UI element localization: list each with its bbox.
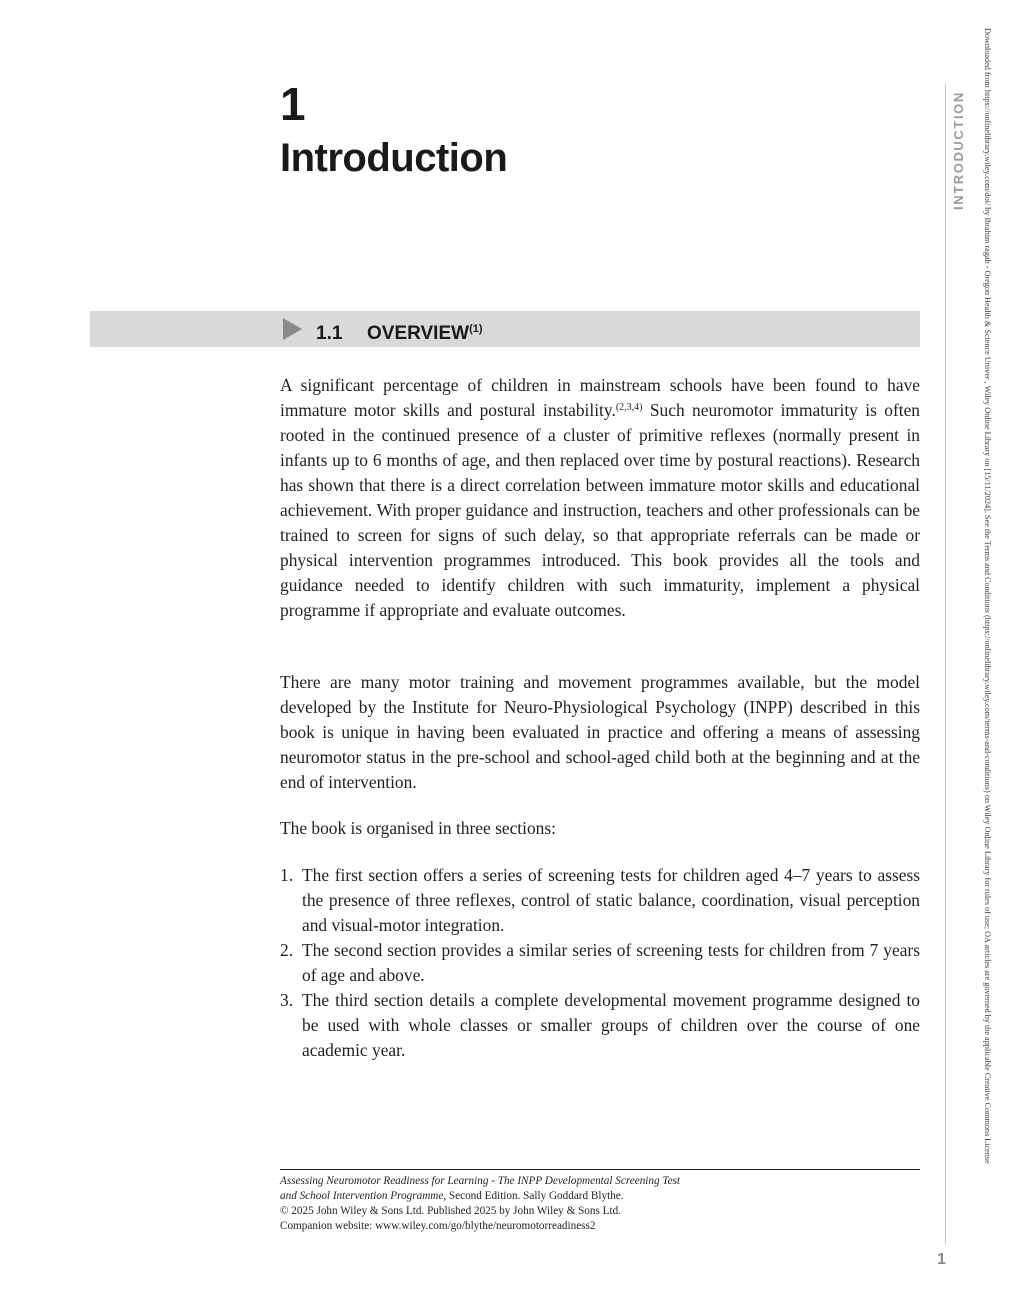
edition-author: , Second Edition. Sally Goddard Blythe. <box>443 1190 624 1202</box>
list-item <box>280 863 920 938</box>
copyright-line: © 2025 John Wiley & Sons Ltd. Published 2025 by John Wiley & Sons Ltd. <box>280 1205 621 1217</box>
book-title-line-2: and School Intervention Programme <box>280 1190 444 1202</box>
page-number: 1 <box>937 1251 946 1268</box>
paragraph-text: Such neuromotor immaturity is often rooted in the continued presence of a cluster of primitive reflexes (normally present in infants up to 6 months of age, and then replaced over time by postural reactions). Research has shown that there is a direct correlation between immature motor skills and educational achievement. With proper guidance and instruction, teachers and other professionals can be trained to screen for signs of such delay, so that appropriate referrals can be made or physical intervention programmes introduced. This book provides all the tools and guidance needed to identify children with such immaturity, implement a physical programme if appropriate and evaluate outcomes. <box>280 400 920 620</box>
paragraph-overview-1 <box>280 373 920 623</box>
paragraph-overview-2: There are many motor training and movement programmes available, but the model developed by the Institute for Neuro-Physiological Psychology (INPP) described in this book is unique in having been evaluated in practice and offering a means of assessing neuromotor status in the pre-school and school-aged child both at the beginning and at the end of intervention. <box>280 672 920 792</box>
section-number: 1.1 <box>316 323 343 344</box>
book-title-line-1: Assessing Neuromotor Readiness for Learning - The INPP Developmental Screening Test <box>280 1175 681 1187</box>
section-reference: (1) <box>469 323 483 335</box>
list-item <box>280 988 920 1063</box>
chapter-title: Introduction <box>280 136 508 180</box>
list-item-number: 2. <box>280 940 294 960</box>
list-item-text: The first section offers a series of screening tests for children aged 4–7 years to assess the presence of three reflexes, control of static balance, coordination, visual perception and visual-motor integration. <box>302 865 920 935</box>
list-item-number: 3. <box>280 990 294 1010</box>
download-notice: Downloaded from https://onlinelibrary.wiley.com/doi/ by Ibrahim ragab - Oregon Health & Science Univer , Wiley Online Library on [15/11/2024]. See the Terms and Conditions (https://onlinelibrary.wiley.com/terms-and-conditions) on Wiley Online Library for rules of use; OA articles are governed by the applicable Creative Commons License <box>983 28 992 1164</box>
margin-divider <box>945 84 946 1244</box>
list-item-text: The third section details a complete developmental movement programme designed to be used with whole classes or smaller groups of children over the course of one academic year. <box>302 990 920 1060</box>
section-heading <box>316 316 483 342</box>
sections-list <box>280 863 920 1063</box>
list-item <box>280 938 920 988</box>
running-chapter-label: INTRODUCTION <box>951 91 966 210</box>
paragraph-overview-3: The book is organised in three sections: <box>280 818 556 838</box>
footer-citation <box>280 1174 920 1234</box>
footer-divider <box>280 1169 920 1170</box>
list-item-number: 1. <box>280 865 294 885</box>
paragraph-text: A significant percentage of children in mainstream schools have been found to have immature motor skills and postural instability. <box>280 375 920 420</box>
citation-reference: (2,3,4) <box>615 402 643 413</box>
section-title: OVERVIEW <box>367 323 470 344</box>
section-heading-bar <box>90 311 920 347</box>
companion-website: Companion website: www.wiley.com/go/blythe/neuromotorreadiness2 <box>280 1220 596 1232</box>
list-item-text: The second section provides a similar series of screening tests for children from 7 years of age and above. <box>302 940 920 985</box>
chapter-number: 1 <box>280 78 306 130</box>
triangle-arrow-icon <box>283 318 302 340</box>
